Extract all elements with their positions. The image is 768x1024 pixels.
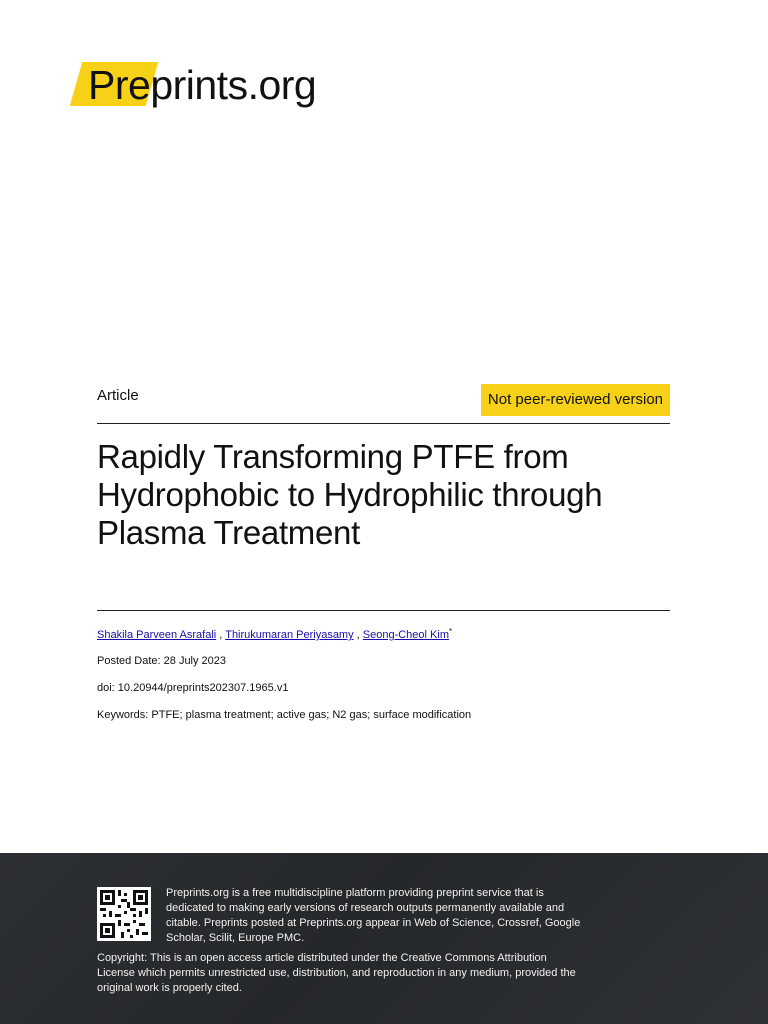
peer-review-status-badge: Not peer-reviewed version bbox=[481, 384, 670, 416]
doi-text[interactable]: doi: 10.20944/preprints202307.1965.v1 bbox=[97, 682, 289, 694]
logo-wordmark bbox=[88, 61, 316, 109]
author-list bbox=[97, 627, 452, 641]
author-separator: , bbox=[216, 629, 226, 641]
logo-wordmark-lead: Pre bbox=[88, 62, 151, 108]
paper-title: Rapidly Transforming PTFE from Hydrophobic to Hydrophilic through Plasma Treatment bbox=[97, 438, 603, 551]
posted-date: Posted Date: 28 July 2023 bbox=[97, 655, 227, 667]
platform-description: Preprints.org is a free multidiscipline platform providing preprint service that is dedicated to making early versions of research outputs permanently available and citable. Preprints posted at Preprints.org appear in Web of Science, Crossref, Google Scholar, Scilit, Europe PMC. bbox=[166, 887, 581, 944]
preprints-logo[interactable] bbox=[66, 60, 366, 108]
header-divider bbox=[97, 423, 670, 424]
qr-code-graphic bbox=[97, 887, 151, 941]
keywords-text: Keywords: PTFE; plasma treatment; active gas; N2 gas; surface modification bbox=[97, 709, 472, 721]
article-type-label: Article bbox=[97, 387, 139, 404]
title-divider bbox=[97, 610, 670, 611]
corresponding-author-mark: * bbox=[448, 627, 453, 636]
author-link-2[interactable]: Thirukumaran Periyasamy bbox=[225, 629, 354, 641]
logo-wordmark-rest: prints.org bbox=[150, 62, 317, 108]
author-link-3[interactable]: Seong-Cheol Kim bbox=[362, 629, 449, 641]
author-link-1[interactable]: Shakila Parveen Asrafali bbox=[97, 629, 217, 641]
author-separator: , bbox=[353, 629, 363, 641]
copyright-notice: Copyright: This is an open access article distributed under the Creative Commons Attribution License which permits unrestricted use, distribution, and reproduction in any medium, provided the original work is properly cited. bbox=[97, 952, 576, 994]
qr-code-icon[interactable] bbox=[97, 887, 151, 941]
